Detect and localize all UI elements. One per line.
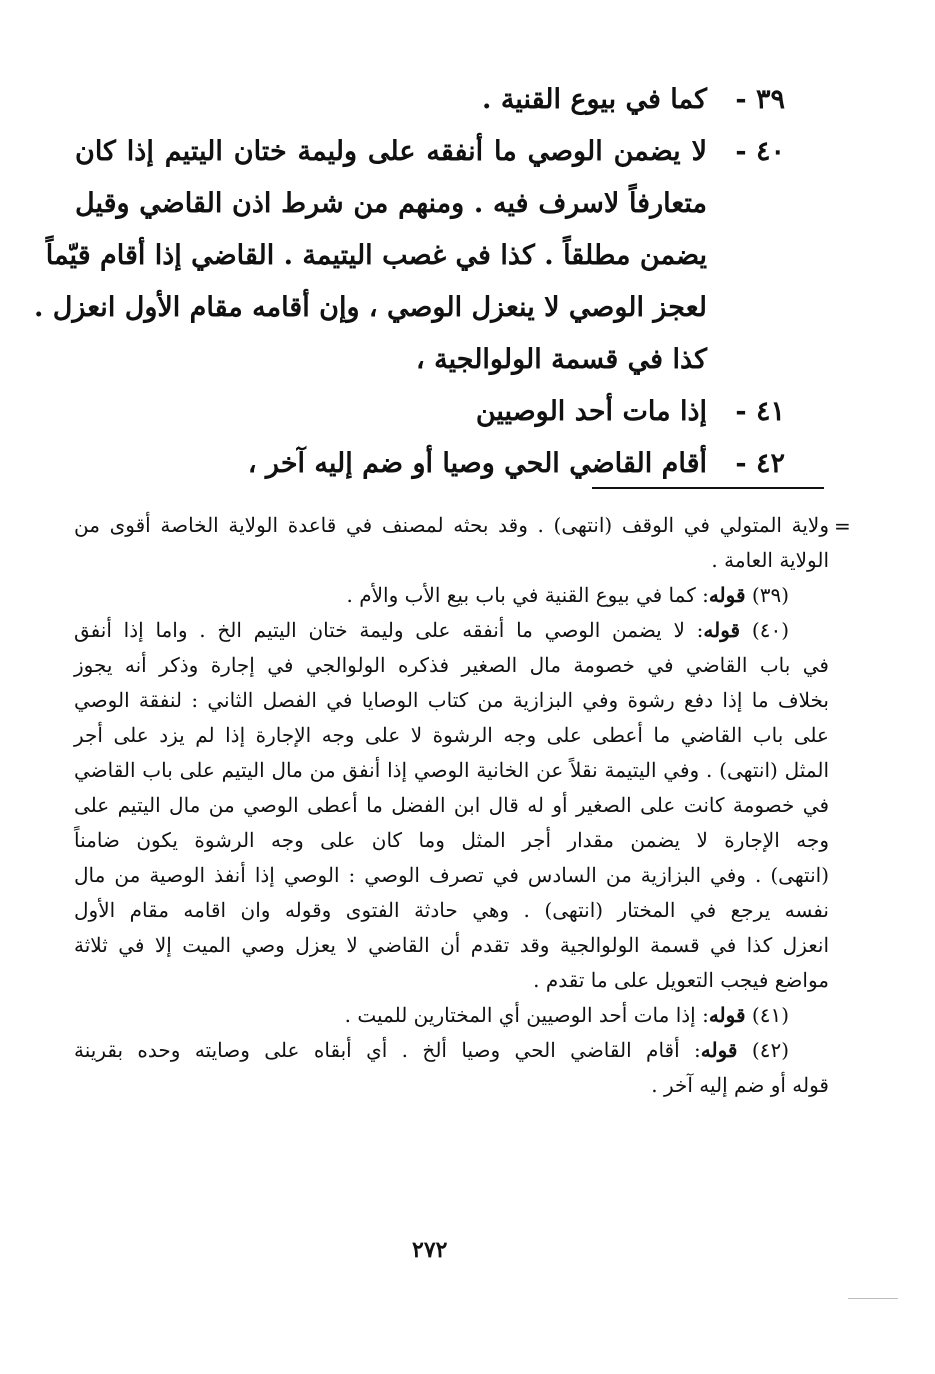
note-text: : أقام القاضي الحي وصيا ألخ . أي أبقاه على وصايته وحده بقرينة <box>74 1038 701 1062</box>
note-line: (انتهى) . وفي البزازية من السادس في تصرف الوصي : الوصي إذا أنفذ الوصية من مال <box>74 863 829 887</box>
note-line: وجه الإجارة لا يضمن مقدار أجر المثل وما كان على وجه الرشوة يكون ضامناً <box>74 828 829 852</box>
page-number: ٢٧٢ <box>412 1237 448 1263</box>
footnote-40 <box>74 613 829 648</box>
footnote-42 <box>74 1033 829 1068</box>
note-line: قوله أو ضم إليه آخر . <box>651 1073 829 1097</box>
note-text: : لا يضمن الوصي ما أنفقه على وليمة ختان اليتيم الخ . واما إذا أنفق <box>74 618 704 642</box>
entry-line: إذا مات أحد الوصيين <box>475 396 707 427</box>
entry-line: لا يضمن الوصي ما أنفقه على وليمة ختان اليتيم إذا كان <box>75 136 707 167</box>
note-label: قوله <box>708 1003 746 1027</box>
note-line: مواضع فيجب التعويل على ما تقدم . <box>533 968 829 992</box>
note-line: نفسه يرجع في المختار (انتهى) . وهي حادثة الفتوى وقوله وان اقامه مقام الأول <box>74 898 829 922</box>
footnote-divider <box>592 487 824 489</box>
note-line: على باب القاضي ما أعطى على وجه الرشوة لا على وجه الإجارة إذا لم يزد على أجر <box>74 723 829 747</box>
scan-mark <box>848 1298 898 1299</box>
note-line: بخلاف ما إذا دفع رشوة وفي البزازية من كتاب الوصايا في الفصل الثاني : لنفقة الوصي <box>74 688 829 712</box>
entry-line: يضمن مطلقاً . كذا في غصب اليتيمة . القاضي إذا أقام قيّماً <box>45 240 707 271</box>
note-ref: (٤٠) <box>751 618 789 642</box>
note-ref: (٣٩) <box>751 583 789 607</box>
note-line: انعزل كذا في قسمة الولوالجية وقد تقدم أن القاضي لا يعزل وصي الميت إلا في ثلاثة <box>74 933 829 957</box>
note-label: قوله <box>700 1038 738 1062</box>
note-line: ولاية المتولي في الوقف (انتهى) . وقد بحثه لمصنف في قاعدة الولاية الخاصة أقوى من <box>74 513 829 537</box>
main-entry-42 <box>75 438 785 490</box>
note-line: الولاية العامة . <box>711 548 829 572</box>
entry-number: ٤٠ - <box>735 136 785 167</box>
note-label: قوله <box>703 618 741 642</box>
note-text: : إذا مات أحد الوصيين أي المختارين للميت . <box>344 1003 709 1027</box>
entry-number: ٤١ - <box>735 396 785 427</box>
entry-line: لعجز الوصي لا ينعزل الوصي ، وإن أقامه مقام الأول انعزل . <box>33 292 707 323</box>
main-entry-40 <box>33 126 785 386</box>
continuation-mark: = <box>834 514 851 538</box>
note-line: في خصومة كانت على الصغير أو له قال ابن الفضل ما أعطى الوصي من مال اليتيم على <box>74 793 829 817</box>
entry-line: أقام القاضي الحي وصيا أو ضم إليه آخر ، <box>247 448 707 479</box>
footnote-39 <box>74 578 829 613</box>
note-ref: (٤٢) <box>751 1038 789 1062</box>
footnote-41 <box>74 998 829 1033</box>
note-line: المثل (انتهى) . وفي اليتيمة نقلاً عن الخانية الوصي إذا أنفق من مال اليتيم على باب القاضي <box>74 758 829 782</box>
note-label: قوله <box>708 583 746 607</box>
entry-number: ٤٢ - <box>735 448 785 479</box>
note-line: في باب القاضي في خصومة مال الصغير فذكره الولوالجي في إجارة وذكر أنه يجوز <box>74 653 829 677</box>
entry-line: كما في بيوع القنية . <box>482 84 707 115</box>
main-entry-39 <box>75 74 785 126</box>
note-text: : كما في بيوع القنية في باب بيع الأب والأم . <box>346 583 709 607</box>
main-entry-41 <box>75 386 785 438</box>
entry-line: كذا في قسمة الولوالجية ، <box>416 344 707 375</box>
entry-number: ٣٩ - <box>735 84 785 115</box>
entry-line: متعارفاً لاسرف فيه . ومنهم من شرط اذن القاضي وقيل <box>75 188 707 219</box>
footnotes <box>74 508 829 1103</box>
main-text <box>33 74 785 490</box>
note-ref: (٤١) <box>751 1003 789 1027</box>
